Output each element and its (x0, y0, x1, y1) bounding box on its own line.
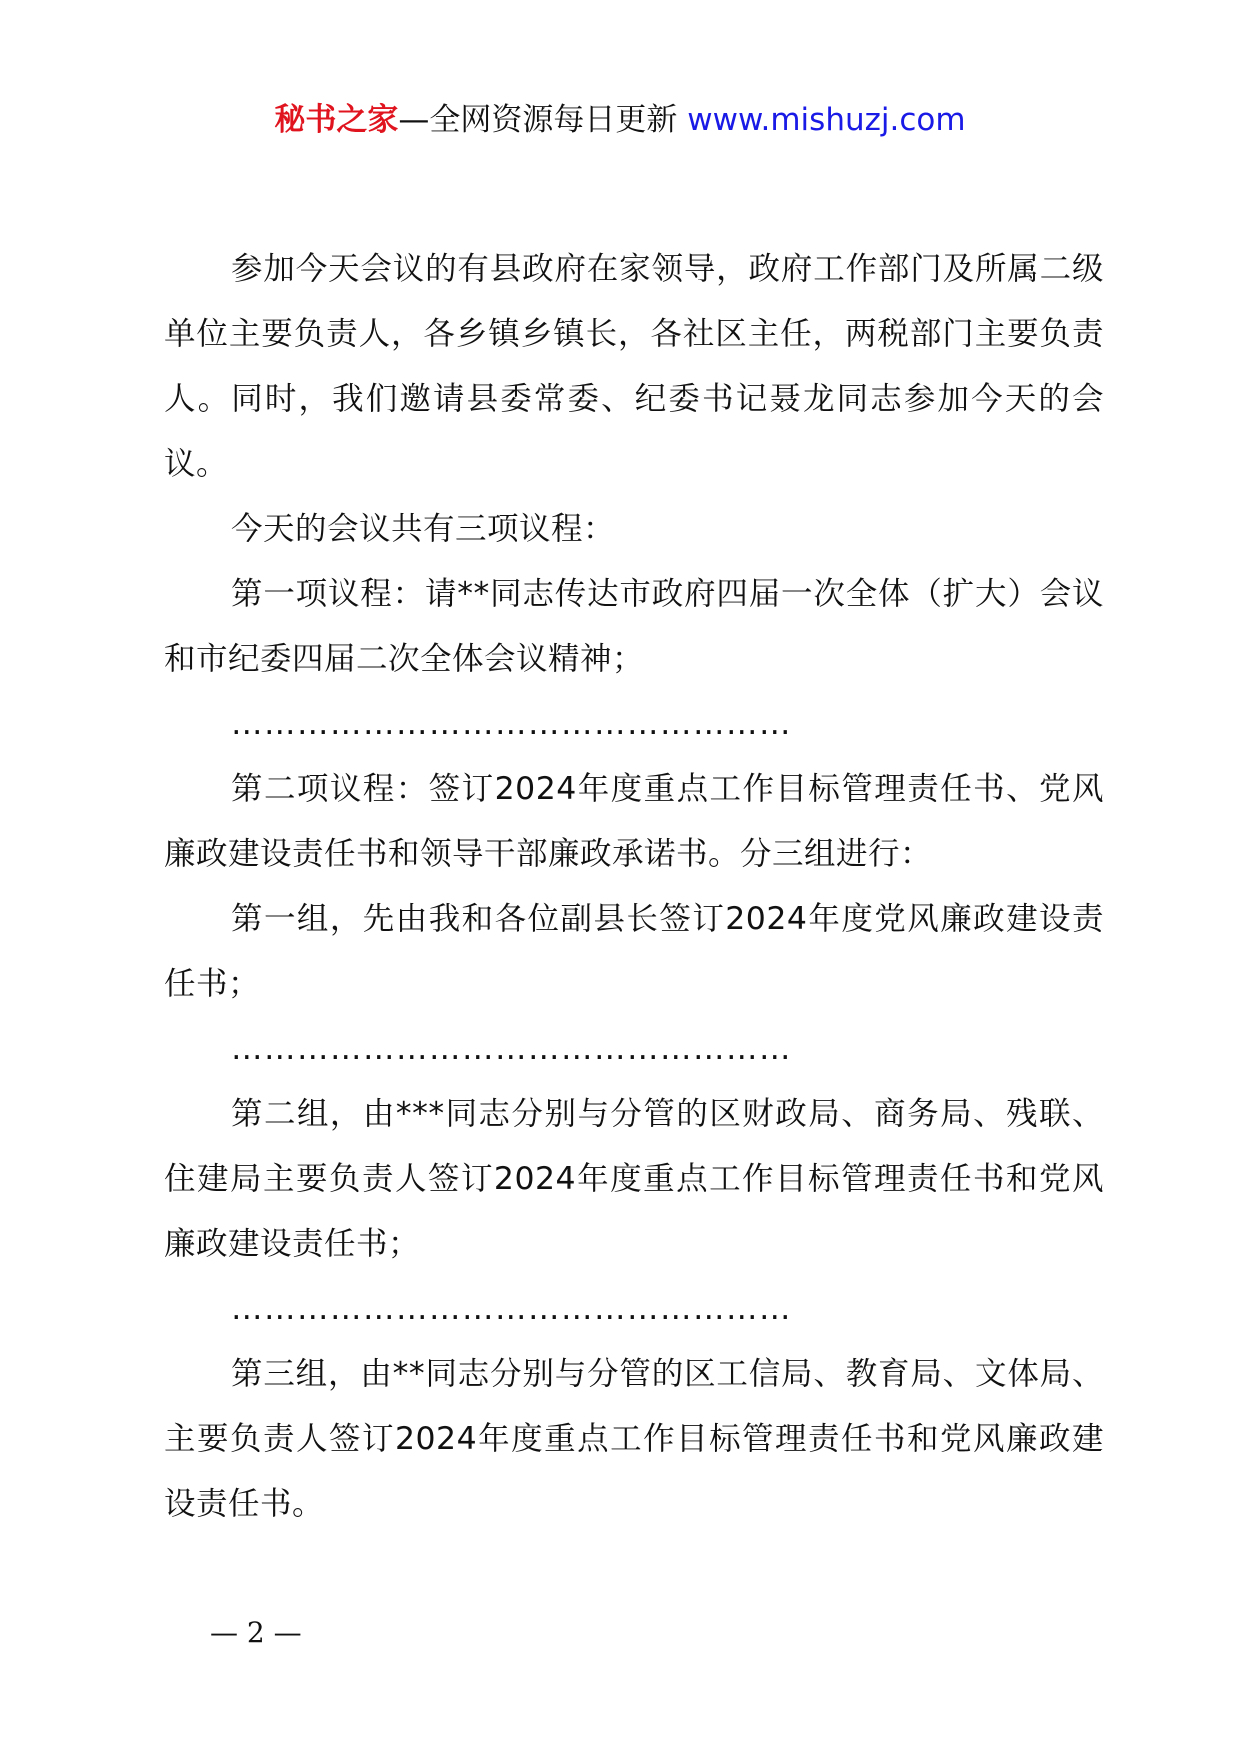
paragraph-agenda-item-2: 第二项议程：签订2024年度重点工作目标管理责任书、党风廉政建设责任书和领导干部廉政承诺书。分三组进行： (164, 771, 1104, 872)
ellipsis-separator: …………………………………………… (231, 1031, 792, 1067)
paragraph-group-3: 第三组，由**同志分别与分管的区工信局、教育局、文体局、主要负责人签订2024年度重点工作目标管理责任书和党风廉政建设责任书。 (164, 1356, 1104, 1522)
paragraph-group-1: 第一组，先由我和各位副县长签订2024年度党风廉政建设责任书； (164, 901, 1104, 1002)
page-number: — 2 — (210, 1616, 302, 1649)
paragraph-agenda-intro: 今天的会议共有三项议程： (231, 511, 616, 547)
ellipsis-separator: …………………………………………… (231, 706, 792, 742)
paragraph-attendees: 参加今天会议的有县政府在家领导，政府工作部门及所属二级单位主要负责人，各乡镇乡镇长，各社区主任，两税部门主要负责人。同时，我们邀请县委常委、纪委书记聂龙同志参加今天的会议。 (164, 251, 1104, 482)
site-banner (0, 100, 1240, 140)
banner-tagline: —全网资源每日更新 (398, 102, 688, 138)
document-body (164, 237, 1104, 1537)
paragraph-agenda-item-1: 第一项议程：请**同志传达市政府四届一次全体（扩大）会议和市纪委四届二次全体会议精神； (164, 576, 1104, 677)
brand-name: 秘书之家 (274, 102, 399, 138)
ellipsis-separator: …………………………………………… (231, 1291, 792, 1327)
paragraph-group-2: 第二组，由***同志分别与分管的区财政局、商务局、残联、住建局主要负责人签订2024年度重点工作目标管理责任书和党风廉政建设责任书； (164, 1096, 1104, 1262)
site-url-link[interactable]: www.mishuzj.com (687, 102, 966, 138)
